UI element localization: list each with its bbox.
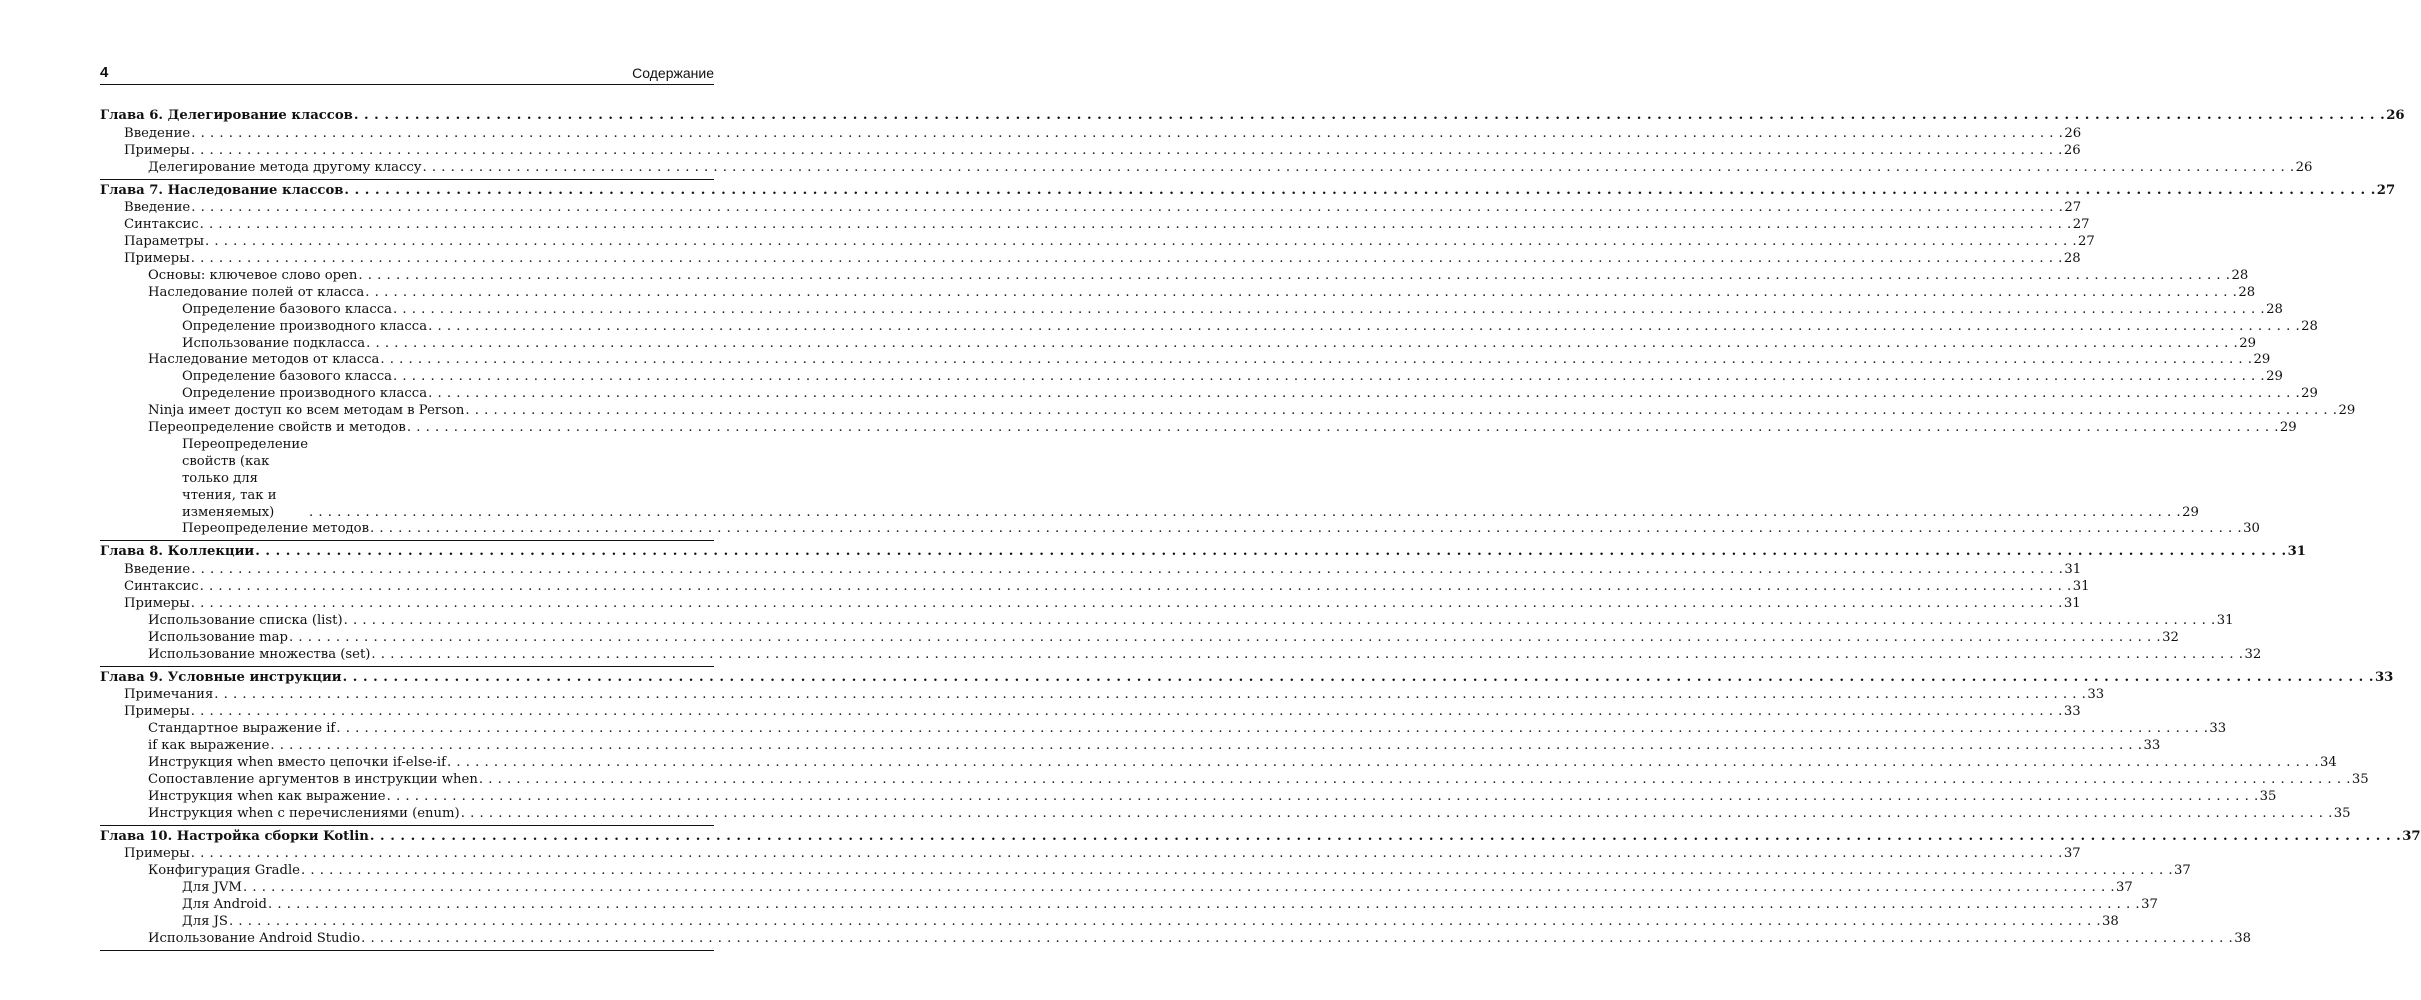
toc-dot-leader: . . . . . . . . . . . . . . . . . . . . . . . . . . . . . . . . . . . . . . . . . . . . . . . . . . . . . . . . . . . . . . . . . . . . . . . . . . . . . . . . . . . . . . . . . . . . . . . . . . . . . . . . . . . . . . . . . . . . . . . . . . . . . . . . . . . . . . . . . . . . . . . . . . . . . . . . . . . . . . . . . . . . . . . . . . . . . . . . . . . . . . . . . . . . . . . . . . . . . . . . xyxy=(228,914,2102,930)
toc-entry-title: Примеры xyxy=(124,704,190,720)
toc-chapter-heading xyxy=(100,182,2396,200)
toc-entry xyxy=(100,579,2090,596)
toc-entry-title: Примеры xyxy=(124,846,190,862)
toc-entry xyxy=(100,420,2297,437)
toc-page-number: 28 xyxy=(2266,301,2283,317)
toc-entry xyxy=(100,436,2199,522)
toc-dot-leader: . . . . . . . . . . . . . . . . . . . . . . . . . . . . . . . . . . . . . . . . . . . . . . . . . . . . . . . . . . . . . . . . . . . . . . . . . . . . . . . . . . . . . . . . . . . . . . . . . . . . . . . . . . . . . . . . . . . . . . . . . . . . . . . . . . . . . . . . . . . . . . . . . . . . . . . . . . . . . . . . . . . . . . . . . . . . . . . . . . . . . . . . . . . . . . . . . . . . . . . . xyxy=(190,704,2063,720)
toc-page-number: 34 xyxy=(2320,755,2337,771)
toc-page-number: 32 xyxy=(2244,646,2262,662)
toc-entry-title: Введение xyxy=(124,125,191,141)
toc-page-number: 37 xyxy=(2141,897,2158,913)
toc-entry-title: Конфигурация Gradle xyxy=(148,863,300,879)
toc-entry xyxy=(100,721,2227,738)
toc-dot-leader: . . . . . . . . . . . . . . . . . . . . . . . . . . . . . . . . . . . . . . . . . . . . . . . . . . . . . . . . . . . . . . . . . . . . . . . . . . . . . . . . . . . . . . . . . . . . . . . . . . . . . . . . . . . . . . . . . . . . . . . . . . . . . . . . . . . . . . . . . . . . . . . . . . . . . . . . . . . . . . . . . . . . . . . . . . . . . . . . . . . . . . . . . . . . . . . . . . . . . . . . xyxy=(199,579,2072,595)
toc-entry xyxy=(100,521,2260,538)
toc-page-number: 28 xyxy=(2063,251,2081,267)
toc-page-number: 31 xyxy=(2287,544,2306,560)
toc-dot-leader: . . . . . . . . . . . . . . . . . . . . . . . . . . . . . . . . . . . . . . . . . . . . . . . . . . . . . . . . . . . . . . . . . . . . . . . . . . . . . . . . . . . . . . . . . . . . . . . . . . . . . . . . . . . . . . . . . . . . . . . . . . . . . . . . . . . . . . . . . . . . . . . . . . . . . . . . . . . . . . . . . . . . . . . . . . . . . . . . . . . . . . . . . . . . . . . . . . . . . . . . xyxy=(343,612,2216,628)
toc-entry xyxy=(100,805,2351,823)
toc-page-number: 37 xyxy=(2402,828,2421,844)
toc-entry xyxy=(100,612,2234,630)
toc-dot-leader: . . . . . . . . . . . . . . . . . . . . . . . . . . . . . . . . . . . . . . . . . . . . . . . . . . . . . . . . . . . . . . . . . . . . . . . . . . . . . . . . . . . . . . . . . . . . . . . . . . . . . . . . . . . . . . . . . . . . . . . . . . . . . . . . . . . . . . . . . . . . . . . . . . . . . . . . . . . . . . . . . . . . . . . . . . . . . . . . . . . . . . . . . . . . . . . . . . . . . . . . xyxy=(446,755,2320,771)
toc-page-number: 27 xyxy=(2072,217,2090,233)
toc-entry-title: Делегирование метода другому классу xyxy=(148,159,422,175)
toc-entry-title: Параметры xyxy=(124,234,204,250)
toc-entry xyxy=(100,125,2082,143)
toc-dot-leader: . . . . . . . . . . . . . . . . . . . . . . . . . . . . . . . . . . . . . . . . . . . . . . . . . . . . . . . . . . . . . . . . . . . . . . . . . . . . . . . . . . . . . . . . . . . . . . . . . . . . . . . . . . . . . . . . . . . . . . . . . . . . . . . . . . . . . . . . . . . . . . . . . . . . . . . . . . . . . . . . . . . . . . . . . . . . . . . . . . . . . . . . . . . . . . . . . . . . . . . . xyxy=(199,217,2072,233)
toc-dot-leader: . . . . . . . . . . . . . . . . . . . . . . . . . . . . . . . . . . . . . . . . . . . . . . . . . . . . . . . . . . . . . . . . . . . . . . . . . . . . . . . . . . . . . . . . . . . . . . . . . . . . . . . . . . . . . . . . . . . . . . . . . . . . . . . . . . . . . . . . . . . . . . . . . . . . . . . . . . . . . . . . . . . . . . . . . . . . . . . . . . . . . . . . . . . . . . . . . . . . . . . . xyxy=(267,897,2141,913)
toc-entry xyxy=(100,914,2119,931)
toc-page-number: 29 xyxy=(2266,369,2283,385)
toc-entry-title: Наследование полей от класса xyxy=(148,284,365,300)
toc-entry-title: Синтаксис xyxy=(124,579,199,595)
running-title: Содержание xyxy=(632,65,714,81)
toc-entry-title: Примеры xyxy=(124,142,190,158)
toc-page-number: 29 xyxy=(2301,386,2318,402)
toc-entry-title: Синтаксис xyxy=(124,217,199,233)
toc-dot-leader: . . . . . . . . . . . . . . . . . . . . . . . . . . . . . . . . . . . . . . . . . . . . . . . . . . . . . . . . . . . . . . . . . . . . . . . . . . . . . . . . . . . . . . . . . . . . . . . . . . . . . . . . . . . . . . . . . . . . . . . . . . . . . . . . . . . . . . . . . . . . . . . . . . . . . . . . . . . . . . . . . . . . . . . . . . . . . . . . . . . . . . . . . . . . . . . . . . . . . . . . xyxy=(365,284,2238,300)
toc-entry-title: Стандартное выражение if xyxy=(148,721,336,737)
toc-entry xyxy=(100,897,2158,914)
toc-dot-leader: . . . . . . . . . . . . . . . . . . . . . . . . . . . . . . . . . . . . . . . . . . . . . . . . . . . . . . . . . . . . . . . . . . . . . . . . . . . . . . . . . . . . . . . . . . . . . . . . . . . . . . . . . . . . . . . . . . . . . . . . . . . . . . . . . . . . . . . . . . . . . . . . . . . . . . . . . . . . . . . . . . . . . . . . . . . . . . . . . . . . . . . . . . . . . . . . . . . . . . . . xyxy=(300,863,2174,879)
toc-entry-title: Глава 10. Настройка сборки Kotlin xyxy=(100,828,369,844)
toc-entry xyxy=(100,200,2082,217)
toc-dot-leader: . . . . . . . . . . . . . . . . . . . . . . . . . . . . . . . . . . . . . . . . . . . . . . . . . . . . . . . . . . . . . . . . . . . . . . . . . . . . . . . . . . . . . . . . . . . . . . . . . . . . . . . . . . . . . . . . . . . . . . . . . . . . . . . . . . . . . . . . . . . . . . . . . . . . . . . . . . . . . . . . . . . . . . . . . . . . . . . . . . . . . . . . . . . . . . . . . . . . . . . . xyxy=(353,107,2386,123)
toc-entry-title: Глава 7. Наследование классов xyxy=(100,182,344,198)
toc-page-number: 28 xyxy=(2301,318,2318,334)
toc-dot-leader: . . . . . . . . . . . . . . . . . . . . . . . . . . . . . . . . . . . . . . . . . . . . . . . . . . . . . . . . . . . . . . . . . . . . . . . . . . . . . . . . . . . . . . . . . . . . . . . . . . . . . . . . . . . . . . . . . . . . . . . . . . . . . . . . . . . . . . . . . . . . . . . . . . . . . . . . . . . . . . . . . . . . . . . . . . . . . . . . . . . . . . . . . . . . . . . . . . . . . . . . xyxy=(190,596,2063,611)
toc-dot-leader: . . . . . . . . . . . . . . . . . . . . . . . . . . . . . . . . . . . . . . . . . . . . . . . . . . . . . . . . . . . . . . . . . . . . . . . . . . . . . . . . . . . . . . . . . . . . . . . . . . . . . . . . . . . . . . . . . . . . . . . . . . . . . . . . . . . . . . . . . . . . . . . . . . . . . . . . . . . . . . . . . . . . . . . . . . . . . . . . . . . . . . . . . . . . . . . . . . . . . . . . xyxy=(191,200,2064,216)
toc-entry-title: Переопределение методов xyxy=(182,521,369,537)
toc-page-number: 29 xyxy=(2279,420,2297,436)
toc-entry xyxy=(100,788,2277,806)
toc-entry-title: Определение производного класса xyxy=(182,318,428,334)
toc-entry xyxy=(100,738,2161,755)
toc-page-number: 33 xyxy=(2374,669,2394,685)
toc-page-number: 32 xyxy=(2162,629,2179,645)
toc-dot-leader: . . . . . . . . . . . . . . . . . . . . . . . . . . . . . . . . . . . . . . . . . . . . . . . . . . . . . . . . . . . . . . . . . . . . . . . . . . . . . . . . . . . . . . . . . . . . . . . . . . . . . . . . . . . . . . . . . . . . . . . . . . . . . . . . . . . . . . . . . . . . . . . . . . . . . . . . . . . . . . . . . . . . . . . . . . . . . . . . . . . . . . . . . . . . . . . . . . . . . . . . xyxy=(309,504,2182,520)
toc-dot-leader: . . . . . . . . . . . . . . . . . . . . . . . . . . . . . . . . . . . . . . . . . . . . . . . . . . . . . . . . . . . . . . . . . . . . . . . . . . . . . . . . . . . . . . . . . . . . . . . . . . . . . . . . . . . . . . . . . . . . . . . . . . . . . . . . . . . . . . . . . . . . . . . . . . . . . . . . . . . . . . . . . . . . . . . . . . . . . . . . . . . . . . . . . . . . . . . . . . . . . . . . xyxy=(288,629,2162,645)
toc-entry-title: Для JVM xyxy=(182,880,242,896)
toc-entry-title: Использование Android Studio xyxy=(148,930,361,946)
toc-entry-title: Использование множества (set) xyxy=(148,646,371,662)
toc-entry-title: Использование списка (list) xyxy=(148,612,343,628)
toc-entry-title: Примеры xyxy=(124,596,190,611)
toc-dot-leader: . . . . . . . . . . . . . . . . . . . . . . . . . . . . . . . . . . . . . . . . . . . . . . . . . . . . . . . . . . . . . . . . . . . . . . . . . . . . . . . . . . . . . . . . . . . . . . . . . . . . . . . . . . . . . . . . . . . . . . . . . . . . . . . . . . . . . . . . . . . . . . . . . . . . . . . . . . . . . . . . . . . . . . . . . . . . . . . . . . . . . . . . . . . . . . . . . . . . . . . . xyxy=(366,335,2239,351)
toc-dot-leader: . . . . . . . . . . . . . . . . . . . . . . . . . . . . . . . . . . . . . . . . . . . . . . . . . . . . . . . . . . . . . . . . . . . . . . . . . . . . . . . . . . . . . . . . . . . . . . . . . . . . . . . . . . . . . . . . . . . . . . . . . . . . . . . . . . . . . . . . . . . . . . . . . . . . . . . . . . . . . . . . . . . . . . . . . . . . . . . . . . . . . . . . . . . . . . . . . . . . . . . . xyxy=(342,669,2374,685)
toc-dot-leader: . . . . . . . . . . . . . . . . . . . . . . . . . . . . . . . . . . . . . . . . . . . . . . . . . . . . . . . . . . . . . . . . . . . . . . . . . . . . . . . . . . . . . . . . . . . . . . . . . . . . . . . . . . . . . . . . . . . . . . . . . . . . . . . . . . . . . . . . . . . . . . . . . . . . . . . . . . . . . . . . . . . . . . . . . . . . . . . . . . . . . . . . . . . . . . . . . . . . . . . . xyxy=(371,646,2244,662)
toc-dot-leader: . . . . . . . . . . . . . . . . . . . . . . . . . . . . . . . . . . . . . . . . . . . . . . . . . . . . . . . . . . . . . . . . . . . . . . . . . . . . . . . . . . . . . . . . . . . . . . . . . . . . . . . . . . . . . . . . . . . . . . . . . . . . . . . . . . . . . . . . . . . . . . . . . . . . . . . . . . . . . . . . . . . . . . . . . . . . . . . . . . . . . . . . . . . . . . . . . . . . . . . . xyxy=(465,403,2338,419)
toc-page-number: 26 xyxy=(2064,125,2082,141)
toc-entry xyxy=(100,284,2256,302)
table-of-contents xyxy=(100,107,2421,954)
toc-dot-leader: . . . . . . . . . . . . . . . . . . . . . . . . . . . . . . . . . . . . . . . . . . . . . . . . . . . . . . . . . . . . . . . . . . . . . . . . . . . . . . . . . . . . . . . . . . . . . . . . . . . . . . . . . . . . . . . . . . . . . . . . . . . . . . . . . . . . . . . . . . . . . . . . . . . . . . . . . . . . . . . . . . . . . . . . . . . . . . . . . . . . . . . . . . . . . . . . . . . . . . . . xyxy=(336,721,2209,737)
toc-dot-leader: . . . . . . . . . . . . . . . . . . . . . . . . . . . . . . . . . . . . . . . . . . . . . . . . . . . . . . . . . . . . . . . . . . . . . . . . . . . . . . . . . . . . . . . . . . . . . . . . . . . . . . . . . . . . . . . . . . . . . . . . . . . . . . . . . . . . . . . . . . . . . . . . . . . . . . . . . . . . . . . . . . . . . . . . . . . . . . . . . . . . . . . . . . . . . . . . . . . . . . . . xyxy=(242,880,2116,896)
toc-entry xyxy=(100,771,2369,789)
toc-chapter xyxy=(100,182,2396,542)
toc-dot-leader: . . . . . . . . . . . . . . . . . . . . . . . . . . . . . . . . . . . . . . . . . . . . . . . . . . . . . . . . . . . . . . . . . . . . . . . . . . . . . . . . . . . . . . . . . . . . . . . . . . . . . . . . . . . . . . . . . . . . . . . . . . . . . . . . . . . . . . . . . . . . . . . . . . . . . . . . . . . . . . . . . . . . . . . . . . . . . . . . . . . . . . . . . . . . . . . . . . . . . . . . xyxy=(190,846,2063,862)
toc-entry-title: Основы: ключевое слово open xyxy=(148,268,358,283)
toc-entry xyxy=(100,863,2191,880)
toc-page-number: 31 xyxy=(2063,596,2081,611)
toc-entry-title: Инструкция when как выражение xyxy=(148,788,386,804)
toc-entry-title: Примеры xyxy=(124,251,190,267)
toc-chapter xyxy=(100,828,2421,951)
toc-dot-leader: . . . . . . . . . . . . . . . . . . . . . . . . . . . . . . . . . . . . . . . . . . . . . . . . . . . . . . . . . . . . . . . . . . . . . . . . . . . . . . . . . . . . . . . . . . . . . . . . . . . . . . . . . . . . . . . . . . . . . . . . . . . . . . . . . . . . . . . . . . . . . . . . . . . . . . . . . . . . . . . . . . . . . . . . . . . . . . . . . . . . . . . . . . . . . . . . . . . . . . . . xyxy=(190,142,2063,158)
toc-entry-title: Определение производного класса xyxy=(182,386,428,402)
toc-entry-title: Переопределение свойств и методов xyxy=(148,420,406,436)
toc-entry-title: Введение xyxy=(124,200,191,216)
toc-entry xyxy=(100,268,2249,285)
toc-dot-leader: . . . . . . . . . . . . . . . . . . . . . . . . . . . . . . . . . . . . . . . . . . . . . . . . . . . . . . . . . . . . . . . . . . . . . . . . . . . . . . . . . . . . . . . . . . . . . . . . . . . . . . . . . . . . . . . . . . . . . . . . . . . . . . . . . . . . . . . . . . . . . . . . . . . . . . . . . . . . . . . . . . . . . . . . . . . . . . . . . . . . . . . . . . . . . . . . . . . . . . . . xyxy=(386,788,2259,804)
toc-dot-leader: . . . . . . . . . . . . . . . . . . . . . . . . . . . . . . . . . . . . . . . . . . . . . . . . . . . . . . . . . . . . . . . . . . . . . . . . . . . . . . . . . . . . . . . . . . . . . . . . . . . . . . . . . . . . . . . . . . . . . . . . . . . . . . . . . . . . . . . . . . . . . . . . . . . . . . . . . . . . . . . . . . . . . . . . . . . . . . . . . . . . . . . . . . . . . . . . . . . . . . . . xyxy=(204,234,2078,250)
toc-entry-title: Примечания xyxy=(124,687,214,703)
toc-entry-title: Инструкция when вместо цепочки if-else-if xyxy=(148,755,446,771)
toc-entry xyxy=(100,142,2081,160)
toc-entry-title: Для JS xyxy=(182,914,228,930)
toc-page-number: 31 xyxy=(2216,612,2234,628)
page-number: 4 xyxy=(100,64,109,81)
toc-entry xyxy=(100,251,2081,268)
toc-page-number: 37 xyxy=(2063,846,2081,862)
toc-chapter-heading xyxy=(100,107,2405,125)
toc-page-number: 37 xyxy=(2116,880,2133,896)
toc-page-number: 33 xyxy=(2087,687,2105,703)
toc-entry xyxy=(100,301,2283,319)
toc-page-number: 30 xyxy=(2243,521,2260,537)
toc-dot-leader: . . . . . . . . . . . . . . . . . . . . . . . . . . . . . . . . . . . . . . . . . . . . . . . . . . . . . . . . . . . . . . . . . . . . . . . . . . . . . . . . . . . . . . . . . . . . . . . . . . . . . . . . . . . . . . . . . . . . . . . . . . . . . . . . . . . . . . . . . . . . . . . . . . . . . . . . . . . . . . . . . . . . . . . . . . . . . . . . . . . . . . . . . . . . . . . . . . . . . . . . xyxy=(191,562,2064,578)
toc-entry xyxy=(100,646,2262,664)
toc-dot-leader: . . . . . . . . . . . . . . . . . . . . . . . . . . . . . . . . . . . . . . . . . . . . . . . . . . . . . . . . . . . . . . . . . . . . . . . . . . . . . . . . . . . . . . . . . . . . . . . . . . . . . . . . . . . . . . . . . . . . . . . . . . . . . . . . . . . . . . . . . . . . . . . . . . . . . . . . . . . . . . . . . . . . . . . . . . . . . . . . . . . . . . . . . . . . . . . . . . . . . . . . xyxy=(270,738,2143,754)
toc-page-number: 38 xyxy=(2234,930,2252,946)
toc-dot-leader: . . . . . . . . . . . . . . . . . . . . . . . . . . . . . . . . . . . . . . . . . . . . . . . . . . . . . . . . . . . . . . . . . . . . . . . . . . . . . . . . . . . . . . . . . . . . . . . . . . . . . . . . . . . . . . . . . . . . . . . . . . . . . . . . . . . . . . . . . . . . . . . . . . . . . . . . . . . . . . . . . . . . . . . . . . . . . . . . . . . . . . . . . . . . . . . . . . . . . . . . xyxy=(406,420,2279,436)
toc-entry xyxy=(100,596,2081,613)
toc-page-number: 28 xyxy=(2238,284,2256,300)
toc-page-number: 27 xyxy=(2064,200,2082,216)
toc-entry-title: Сопоставление аргументов в инструкции when xyxy=(148,771,478,787)
toc-dot-leader: . . . . . . . . . . . . . . . . . . . . . . . . . . . . . . . . . . . . . . . . . . . . . . . . . . . . . . . . . . . . . . . . . . . . . . . . . . . . . . . . . . . . . . . . . . . . . . . . . . . . . . . . . . . . . . . . . . . . . . . . . . . . . . . . . . . . . . . . . . . . . . . . . . . . . . . . . . . . . . . . . . . . . . . . . . . . . . . . . . . . . . . . . . . . . . . . . . . . . . . . xyxy=(191,125,2064,141)
toc-page-number: 27 xyxy=(2376,182,2396,198)
toc-entry xyxy=(100,335,2256,353)
toc-entry xyxy=(100,687,2105,704)
toc-page-number: 27 xyxy=(2078,234,2095,250)
toc-entry xyxy=(100,318,2318,336)
toc-entry xyxy=(100,704,2081,721)
toc-page-number: 38 xyxy=(2102,914,2119,930)
toc-entry-title: Наследование методов от класса xyxy=(148,352,380,368)
toc-dot-leader: . . . . . . . . . . . . . . . . . . . . . . . . . . . . . . . . . . . . . . . . . . . . . . . . . . . . . . . . . . . . . . . . . . . . . . . . . . . . . . . . . . . . . . . . . . . . . . . . . . . . . . . . . . . . . . . . . . . . . . . . . . . . . . . . . . . . . . . . . . . . . . . . . . . . . . . . . . . . . . . . . . . . . . . . . . . . . . . . . . . . . . . . . . . . . . . . . . . . . . . . xyxy=(361,930,2234,946)
toc-page-number: 29 xyxy=(2338,403,2356,419)
toc-page-number: 28 xyxy=(2231,268,2249,283)
toc-entry-title: Инструкция when с перечислениями (enum) xyxy=(148,805,460,821)
toc-entry xyxy=(100,369,2283,386)
toc-entry xyxy=(100,629,2179,647)
toc-dot-leader: . . . . . . . . . . . . . . . . . . . . . . . . . . . . . . . . . . . . . . . . . . . . . . . . . . . . . . . . . . . . . . . . . . . . . . . . . . . . . . . . . . . . . . . . . . . . . . . . . . . . . . . . . . . . . . . . . . . . . . . . . . . . . . . . . . . . . . . . . . . . . . . . . . . . . . . . . . . . . . . . . . . . . . . . . . . . . . . . . . . . . . . . . . . . . . . . . . . . . . . . xyxy=(428,386,2301,402)
toc-entry xyxy=(100,159,2313,177)
toc-entry xyxy=(100,880,2133,897)
toc-page-number: 33 xyxy=(2143,738,2161,754)
toc-entry xyxy=(100,930,2252,948)
toc-entry-title: Ninja имеет доступ ко всем методам в Person xyxy=(148,403,465,419)
toc-entry-title: Определение базового класса xyxy=(182,301,392,317)
toc-dot-leader: . . . . . . . . . . . . . . . . . . . . . . . . . . . . . . . . . . . . . . . . . . . . . . . . . . . . . . . . . . . . . . . . . . . . . . . . . . . . . . . . . . . . . . . . . . . . . . . . . . . . . . . . . . . . . . . . . . . . . . . . . . . . . . . . . . . . . . . . . . . . . . . . . . . . . . . . . . . . . . . . . . . . . . . . . . . . . . . . . . . . . . . . . . . . . . . . . . . . . . . . xyxy=(422,159,2295,175)
toc-entry xyxy=(100,562,2082,579)
toc-dot-leader: . . . . . . . . . . . . . . . . . . . . . . . . . . . . . . . . . . . . . . . . . . . . . . . . . . . . . . . . . . . . . . . . . . . . . . . . . . . . . . . . . . . . . . . . . . . . . . . . . . . . . . . . . . . . . . . . . . . . . . . . . . . . . . . . . . . . . . . . . . . . . . . . . . . . . . . . . . . . . . . . . . . . . . . . . . . . . . . . . . . . . . . . . . . . . . . . . . . . . . . . xyxy=(255,544,2287,560)
toc-dot-leader: . . . . . . . . . . . . . . . . . . . . . . . . . . . . . . . . . . . . . . . . . . . . . . . . . . . . . . . . . . . . . . . . . . . . . . . . . . . . . . . . . . . . . . . . . . . . . . . . . . . . . . . . . . . . . . . . . . . . . . . . . . . . . . . . . . . . . . . . . . . . . . . . . . . . . . . . . . . . . . . . . . . . . . . . . . . . . . . . . . . . . . . . . . . . . . . . . . . . . . . . xyxy=(380,352,2253,368)
toc-dot-leader: . . . . . . . . . . . . . . . . . . . . . . . . . . . . . . . . . . . . . . . . . . . . . . . . . . . . . . . . . . . . . . . . . . . . . . . . . . . . . . . . . . . . . . . . . . . . . . . . . . . . . . . . . . . . . . . . . . . . . . . . . . . . . . . . . . . . . . . . . . . . . . . . . . . . . . . . . . . . . . . . . . . . . . . . . . . . . . . . . . . . . . . . . . . . . . . . . . . . . . . . xyxy=(460,805,2333,821)
toc-entry-title: Глава 6. Делегирование классов xyxy=(100,107,353,123)
toc-dot-leader: . . . . . . . . . . . . . . . . . . . . . . . . . . . . . . . . . . . . . . . . . . . . . . . . . . . . . . . . . . . . . . . . . . . . . . . . . . . . . . . . . . . . . . . . . . . . . . . . . . . . . . . . . . . . . . . . . . . . . . . . . . . . . . . . . . . . . . . . . . . . . . . . . . . . . . . . . . . . . . . . . . . . . . . . . . . . . . . . . . . . . . . . . . . . . . . . . . . . . . . . xyxy=(392,301,2266,317)
toc-entry xyxy=(100,234,2095,251)
toc-entry-title: Глава 8. Коллекции xyxy=(100,544,255,560)
toc-entry xyxy=(100,386,2318,403)
toc-dot-leader: . . . . . . . . . . . . . . . . . . . . . . . . . . . . . . . . . . . . . . . . . . . . . . . . . . . . . . . . . . . . . . . . . . . . . . . . . . . . . . . . . . . . . . . . . . . . . . . . . . . . . . . . . . . . . . . . . . . . . . . . . . . . . . . . . . . . . . . . . . . . . . . . . . . . . . . . . . . . . . . . . . . . . . . . . . . . . . . . . . . . . . . . . . . . . . . . . . . . . . . . xyxy=(478,771,2351,787)
toc-entry-title: Использование подкласса xyxy=(182,335,366,351)
toc-dot-leader: . . . . . . . . . . . . . . . . . . . . . . . . . . . . . . . . . . . . . . . . . . . . . . . . . . . . . . . . . . . . . . . . . . . . . . . . . . . . . . . . . . . . . . . . . . . . . . . . . . . . . . . . . . . . . . . . . . . . . . . . . . . . . . . . . . . . . . . . . . . . . . . . . . . . . . . . . . . . . . . . . . . . . . . . . . . . . . . . . . . . . . . . . . . . . . . . . . . . . . . . xyxy=(428,318,2301,334)
toc-entry-title: Переопределение свойств (как только для чтения, так и изменяемых) xyxy=(182,436,309,520)
toc-entry-title: Введение xyxy=(124,562,191,578)
toc-page-number: 35 xyxy=(2259,788,2277,804)
toc-entry-title: if как выражение xyxy=(148,738,270,754)
toc-entry xyxy=(100,846,2081,863)
toc-page-number: 26 xyxy=(2295,159,2313,175)
toc-entry xyxy=(100,352,2271,369)
page-header xyxy=(100,64,714,85)
toc-page-number: 35 xyxy=(2351,771,2369,787)
toc-entry-title: Глава 9. Условные инструкции xyxy=(100,669,342,685)
toc-chapter-heading xyxy=(100,669,2394,687)
toc-dot-leader: . . . . . . . . . . . . . . . . . . . . . . . . . . . . . . . . . . . . . . . . . . . . . . . . . . . . . . . . . . . . . . . . . . . . . . . . . . . . . . . . . . . . . . . . . . . . . . . . . . . . . . . . . . . . . . . . . . . . . . . . . . . . . . . . . . . . . . . . . . . . . . . . . . . . . . . . . . . . . . . . . . . . . . . . . . . . . . . . . . . . . . . . . . . . . . . . . . . . . . . . xyxy=(358,268,2231,283)
toc-chapter-heading xyxy=(100,828,2421,846)
toc-entry xyxy=(100,217,2090,234)
toc-entry xyxy=(100,755,2337,772)
toc-dot-leader: . . . . . . . . . . . . . . . . . . . . . . . . . . . . . . . . . . . . . . . . . . . . . . . . . . . . . . . . . . . . . . . . . . . . . . . . . . . . . . . . . . . . . . . . . . . . . . . . . . . . . . . . . . . . . . . . . . . . . . . . . . . . . . . . . . . . . . . . . . . . . . . . . . . . . . . . . . . . . . . . . . . . . . . . . . . . . . . . . . . . . . . . . . . . . . . . . . . . . . . . xyxy=(369,828,2402,844)
toc-dot-leader: . . . . . . . . . . . . . . . . . . . . . . . . . . . . . . . . . . . . . . . . . . . . . . . . . . . . . . . . . . . . . . . . . . . . . . . . . . . . . . . . . . . . . . . . . . . . . . . . . . . . . . . . . . . . . . . . . . . . . . . . . . . . . . . . . . . . . . . . . . . . . . . . . . . . . . . . . . . . . . . . . . . . . . . . . . . . . . . . . . . . . . . . . . . . . . . . . . . . . . . . xyxy=(392,369,2266,385)
toc-dot-leader: . . . . . . . . . . . . . . . . . . . . . . . . . . . . . . . . . . . . . . . . . . . . . . . . . . . . . . . . . . . . . . . . . . . . . . . . . . . . . . . . . . . . . . . . . . . . . . . . . . . . . . . . . . . . . . . . . . . . . . . . . . . . . . . . . . . . . . . . . . . . . . . . . . . . . . . . . . . . . . . . . . . . . . . . . . . . . . . . . . . . . . . . . . . . . . . . . . . . . . . . xyxy=(214,687,2087,703)
toc-chapter xyxy=(100,544,2306,666)
toc-page-number: 31 xyxy=(2064,562,2082,578)
toc-page-number: 31 xyxy=(2072,579,2090,595)
toc-chapter xyxy=(100,107,2405,180)
toc-entry-title: Использование map xyxy=(148,629,288,645)
toc-page-number: 37 xyxy=(2174,863,2191,879)
toc-chapter xyxy=(100,669,2394,826)
toc-page-number: 26 xyxy=(2386,107,2405,123)
toc-page-number: 29 xyxy=(2182,504,2199,520)
toc-page-number: 26 xyxy=(2063,142,2081,158)
toc-dot-leader: . . . . . . . . . . . . . . . . . . . . . . . . . . . . . . . . . . . . . . . . . . . . . . . . . . . . . . . . . . . . . . . . . . . . . . . . . . . . . . . . . . . . . . . . . . . . . . . . . . . . . . . . . . . . . . . . . . . . . . . . . . . . . . . . . . . . . . . . . . . . . . . . . . . . . . . . . . . . . . . . . . . . . . . . . . . . . . . . . . . . . . . . . . . . . . . . . . . . . . . . xyxy=(344,182,2376,198)
toc-page-number: 33 xyxy=(2209,721,2227,737)
toc-entry-title: Для Android xyxy=(182,897,267,913)
toc-chapter-heading xyxy=(100,544,2306,561)
toc-page-number: 33 xyxy=(2063,704,2081,720)
toc-page-number: 29 xyxy=(2239,335,2256,351)
toc-page-number: 29 xyxy=(2253,352,2271,368)
toc-page-number: 35 xyxy=(2333,805,2351,821)
toc-entry xyxy=(100,403,2356,420)
toc-dot-leader: . . . . . . . . . . . . . . . . . . . . . . . . . . . . . . . . . . . . . . . . . . . . . . . . . . . . . . . . . . . . . . . . . . . . . . . . . . . . . . . . . . . . . . . . . . . . . . . . . . . . . . . . . . . . . . . . . . . . . . . . . . . . . . . . . . . . . . . . . . . . . . . . . . . . . . . . . . . . . . . . . . . . . . . . . . . . . . . . . . . . . . . . . . . . . . . . . . . . . . . . xyxy=(190,251,2063,267)
toc-dot-leader: . . . . . . . . . . . . . . . . . . . . . . . . . . . . . . . . . . . . . . . . . . . . . . . . . . . . . . . . . . . . . . . . . . . . . . . . . . . . . . . . . . . . . . . . . . . . . . . . . . . . . . . . . . . . . . . . . . . . . . . . . . . . . . . . . . . . . . . . . . . . . . . . . . . . . . . . . . . . . . . . . . . . . . . . . . . . . . . . . . . . . . . . . . . . . . . . . . . . . . . . xyxy=(370,521,2243,537)
toc-entry-title: Определение базового класса xyxy=(182,369,392,385)
